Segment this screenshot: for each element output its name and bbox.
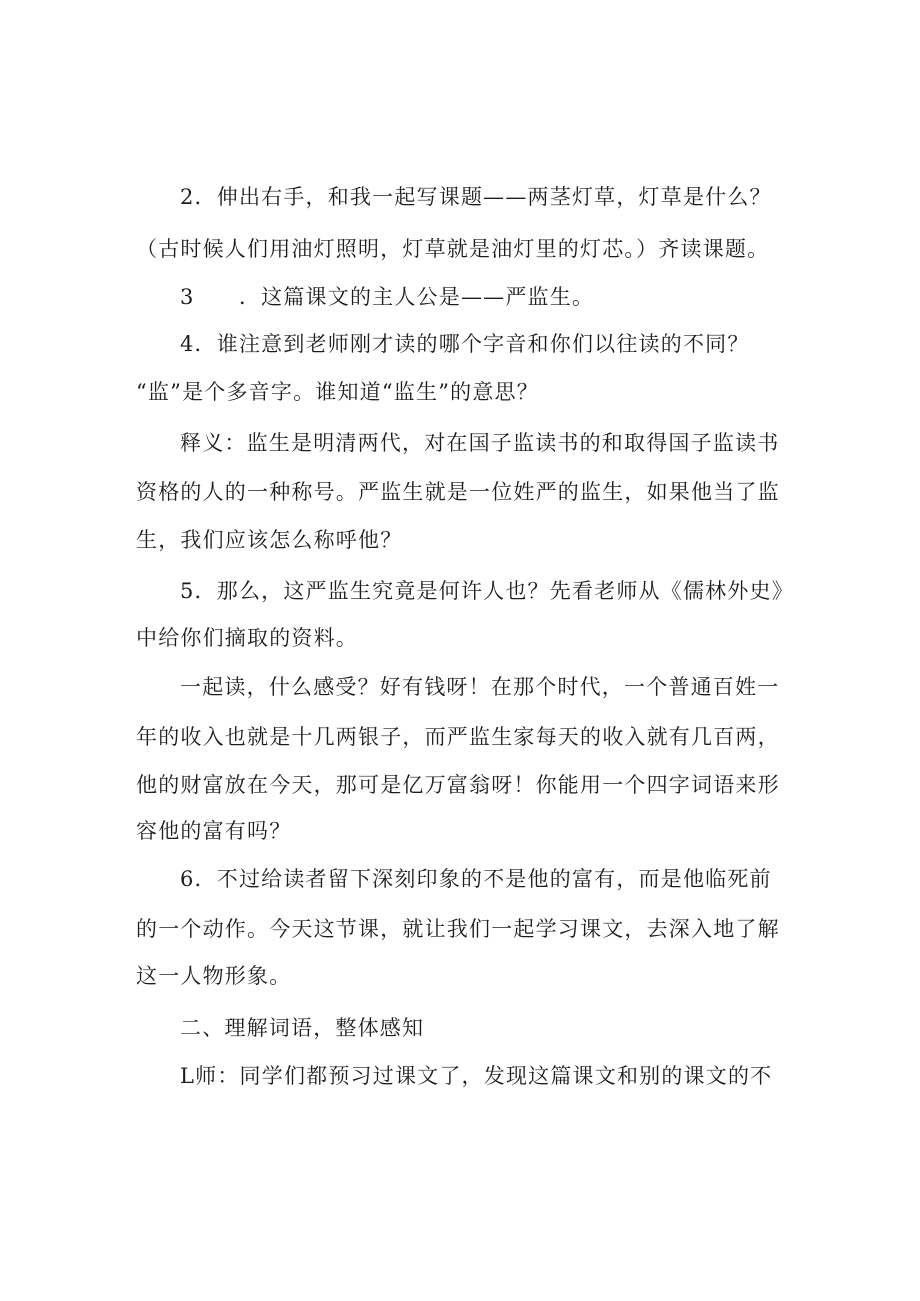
paragraph-item-5-line-1: 5．那么，这严监生究竟是何许人也？先看老师从《儒林外史》 (180, 579, 794, 603)
paragraph-item-2-line-1: 2．伸出右手，和我一起写课题——两茎灯草，灯草是什么？ (180, 185, 772, 209)
paragraph-reading-line-3: 他的财富放在今天，那可是亿万富翁呀！你能用一个四字词语来形 (136, 773, 780, 797)
paragraph-item-5-line-2: 中给你们摘取的资料。 (136, 626, 358, 650)
paragraph-item-2-line-2: （古时候人们用油灯照明，灯草就是油灯里的灯芯。）齐读课题。 (136, 237, 770, 261)
paragraph-item-4-line-1: 4．谁注意到老师刚才读的哪个字音和你们以往读的不同？ (180, 332, 750, 356)
paragraph-definition-line-3: 生，我们应该怎么称呼他？ (136, 528, 403, 552)
paragraph-item-6-line-3: 这一人物形象。 (136, 964, 292, 988)
paragraph-item-4-line-2: “监”是个多音字。谁知道“监生”的意思？ (136, 380, 539, 404)
paragraph-reading-line-2: 年的收入也就是十几两银子，而严监生家每天的收入就有几百两， (136, 725, 780, 749)
paragraph-item-6-line-2: 的一个动作。今天这节课，就让我们一起学习课文，去深入地了解 (136, 917, 780, 941)
paragraph-reading-line-4: 容他的富有吗？ (136, 819, 292, 843)
paragraph-definition-line-1: 释义：监生是明清两代，对在国子监读书的和取得国子监读书 (180, 431, 780, 455)
paragraph-definition-line-2: 资格的人的一种称号。严监生就是一位姓严的监生，如果他当了监 (136, 480, 780, 504)
section-heading: 二、理解词语，整体感知 (180, 1016, 425, 1040)
paragraph-item-6-line-1: 6．不过给读者留下深刻印象的不是他的富有，而是他临死前 (180, 867, 772, 891)
paragraph-item-3: 3 ．这篇课文的主人公是——严监生。 (180, 285, 595, 309)
paragraph-teacher-line-1: L师：同学们都预习过课文了，发现这篇课文和别的课文的不 (180, 1064, 773, 1088)
paragraph-reading-line-1: 一起读，什么感受？好有钱呀！在那个时代，一个普通百姓一 (180, 675, 780, 699)
